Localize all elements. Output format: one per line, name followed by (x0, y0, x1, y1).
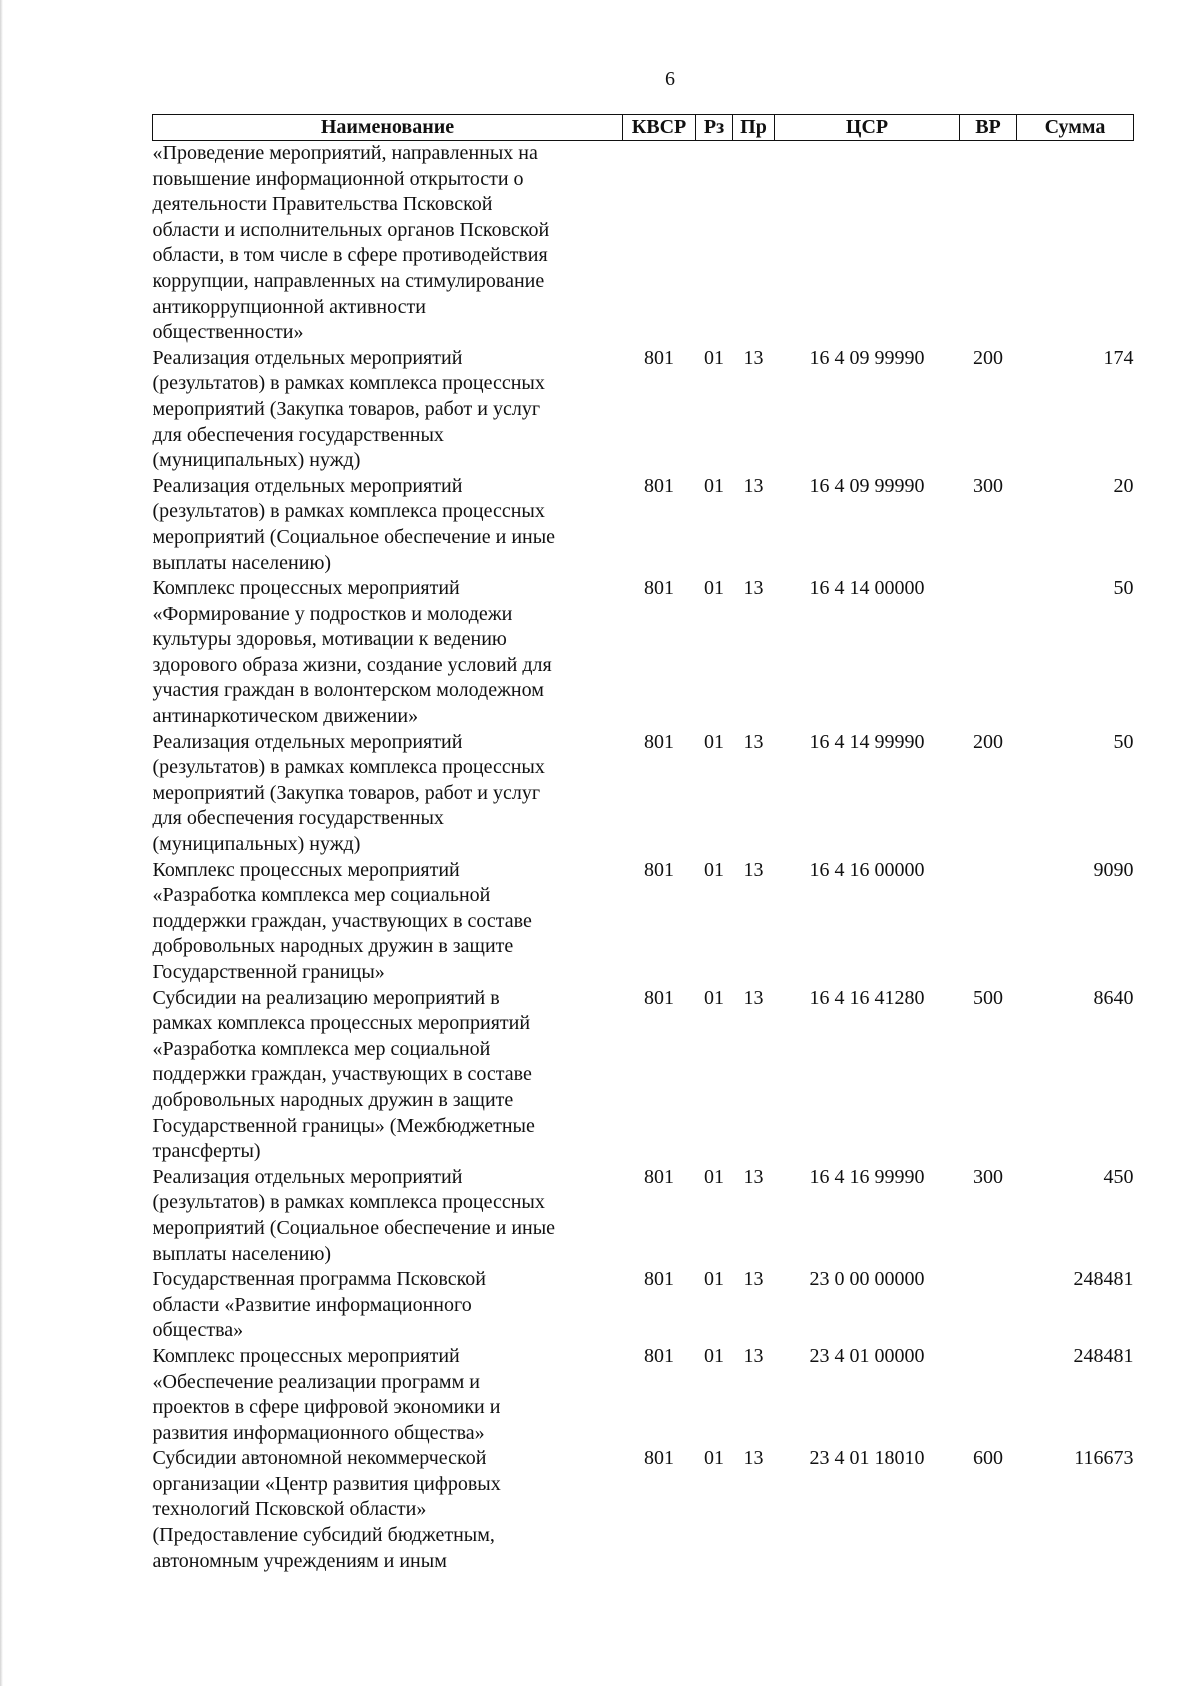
cell-sum: 9090 (1093, 858, 1134, 881)
cell-vr: 200 (973, 730, 1003, 753)
table-header-row (153, 115, 1134, 141)
cell-sum: 450 (1103, 1165, 1134, 1188)
cell-name: Комплекс процессных мероприятий «Формирование у подростков и молодежи культуры здоровья, мотивации к ведению здорового образа жизни, создание условий для участия граждан в волонтерском молодежном антинаркотическом движении» (152, 577, 552, 728)
cell-name: Реализация отдельных мероприятий (результатов) в рамках комплекса процессных мероприятий (Закупка товаров, работ и услуг для обеспечения государственных (муниципальных) нужд) (152, 346, 545, 472)
cell-csr: 23 4 01 18010 (809, 1447, 925, 1470)
table-row (153, 1165, 1134, 1267)
table-row (153, 858, 1134, 986)
table-row (153, 730, 1134, 858)
cell-sum: 174 (1103, 346, 1134, 369)
cell-pr: 13 (743, 1447, 764, 1470)
cell-csr: 16 4 16 41280 (809, 986, 925, 1009)
cell-csr: 16 4 09 99990 (809, 474, 925, 497)
scan-edge (0, 0, 3, 1686)
cell-pr: 13 (743, 730, 764, 753)
cell-vr: 300 (973, 1165, 1003, 1188)
table-row (153, 576, 1134, 730)
budget-table (152, 114, 1134, 1574)
cell-name: Субсидии на реализацию мероприятий в рамках комплекса процессных мероприятий «Разработка комплекса мер социальной поддержки граждан, участвующих в составе добровольных народных дружин в защите Государственной границы» (Межбюджетные трансферты) (152, 986, 535, 1163)
cell-csr: 16 4 09 99990 (809, 346, 925, 369)
cell-rz: 01 (704, 1447, 724, 1470)
cell-kvsr: 801 (644, 346, 674, 369)
cell-kvsr: 801 (644, 1268, 674, 1291)
cell-vr (960, 141, 1017, 346)
header-kvsr: КВСР (623, 115, 696, 141)
cell-name: Комплекс процессных мероприятий «Обеспечение реализации программ и проектов в сфере цифровой экономики и развития информационного общества» (152, 1344, 501, 1444)
header-vr: ВР (960, 115, 1017, 141)
cell-sum: 116673 (1074, 1447, 1134, 1470)
cell-vr (960, 576, 1017, 730)
table-row (153, 986, 1134, 1165)
cell-csr: 16 4 16 99990 (809, 1165, 925, 1188)
cell-rz: 01 (704, 1268, 724, 1291)
cell-rz: 01 (704, 474, 724, 497)
cell-vr: 600 (973, 1447, 1003, 1470)
cell-pr: 13 (743, 346, 764, 369)
table-row (153, 1446, 1134, 1574)
cell-name: Реализация отдельных мероприятий (результатов) в рамках комплекса процессных мероприятий (Социальное обеспечение и иные выплаты населению) (152, 1165, 556, 1265)
cell-pr (733, 141, 775, 346)
cell-name: Комплекс процессных мероприятий «Разработка комплекса мер социальной поддержки граждан, участвующих в составе добровольных народных дружин в защите Государственной границы» (152, 858, 532, 983)
cell-csr: 16 4 14 00000 (809, 577, 925, 600)
cell-name: «Проведение мероприятий, направленных на повышение информационной открытости о деятельности Правительства Псковской области и исполнительных органов Псковской области, в том числе в сфере противодействия коррупции, направленных на стимулирование антикоррупционной активности общественности» (152, 142, 550, 344)
cell-csr: 16 4 14 99990 (809, 730, 925, 753)
table-row (153, 1344, 1134, 1446)
cell-kvsr: 801 (644, 730, 674, 753)
cell-csr: 23 4 01 00000 (809, 1344, 925, 1367)
cell-name: Реализация отдельных мероприятий (результатов) в рамках комплекса процессных мероприятий (Социальное обеспечение и иные выплаты населению) (152, 474, 556, 574)
cell-sum: 248481 (1073, 1268, 1134, 1291)
page-number: 6 (665, 68, 675, 90)
cell-vr (960, 1344, 1017, 1446)
cell-pr: 13 (743, 1268, 764, 1291)
cell-rz (696, 141, 733, 346)
header-sum: Сумма (1017, 115, 1134, 141)
cell-pr: 13 (743, 1344, 764, 1367)
cell-kvsr: 801 (644, 474, 674, 497)
cell-sum: 8640 (1093, 986, 1134, 1009)
cell-rz: 01 (704, 858, 724, 881)
cell-sum: 248481 (1073, 1344, 1134, 1367)
cell-vr: 300 (973, 474, 1003, 497)
cell-rz: 01 (704, 986, 724, 1009)
cell-kvsr (623, 141, 696, 346)
cell-rz: 01 (704, 346, 724, 369)
table-row (153, 1267, 1134, 1344)
cell-pr: 13 (743, 474, 764, 497)
cell-rz: 01 (704, 577, 724, 600)
header-pr: Пр (733, 115, 775, 141)
cell-name: Реализация отдельных мероприятий (результатов) в рамках комплекса процессных мероприятий (Закупка товаров, работ и услуг для обеспечения государственных (муниципальных) нужд) (152, 730, 545, 856)
cell-kvsr: 801 (644, 577, 674, 600)
cell-name: Субсидии автономной некоммерческой организации «Центр развития цифровых технологий Псковской области» (Предоставление субсидий бюджетным, автономным учреждениям и иным (152, 1447, 501, 1572)
cell-csr: 16 4 16 00000 (809, 858, 925, 881)
cell-vr (960, 858, 1017, 986)
cell-rz: 01 (704, 1344, 724, 1367)
cell-csr: 23 0 00 00000 (809, 1268, 925, 1291)
cell-kvsr: 801 (644, 986, 674, 1009)
cell-kvsr: 801 (644, 858, 674, 881)
cell-kvsr: 801 (644, 1447, 674, 1470)
header-csr: ЦСР (775, 115, 960, 141)
cell-sum: 20 (1113, 474, 1134, 497)
cell-rz: 01 (704, 730, 724, 753)
cell-rz: 01 (704, 1165, 724, 1188)
cell-vr (960, 1267, 1017, 1344)
cell-kvsr: 801 (644, 1344, 674, 1367)
cell-sum: 50 (1113, 577, 1134, 600)
cell-pr: 13 (743, 577, 764, 600)
table-row (153, 474, 1134, 576)
cell-csr (775, 141, 960, 346)
header-name: Наименование (153, 115, 623, 141)
cell-sum: 50 (1113, 730, 1134, 753)
header-rz: Рз (696, 115, 733, 141)
cell-pr: 13 (743, 858, 764, 881)
page-number-container (0, 68, 1200, 91)
cell-vr: 500 (973, 986, 1003, 1009)
cell-pr: 13 (743, 1165, 764, 1188)
cell-sum (1017, 141, 1134, 346)
cell-pr: 13 (743, 986, 764, 1009)
cell-vr: 200 (973, 346, 1003, 369)
cell-kvsr: 801 (644, 1165, 674, 1188)
cell-name: Государственная программа Псковской области «Развитие информационного общества» (152, 1268, 486, 1342)
table-row (153, 141, 1134, 346)
table-row (153, 346, 1134, 474)
